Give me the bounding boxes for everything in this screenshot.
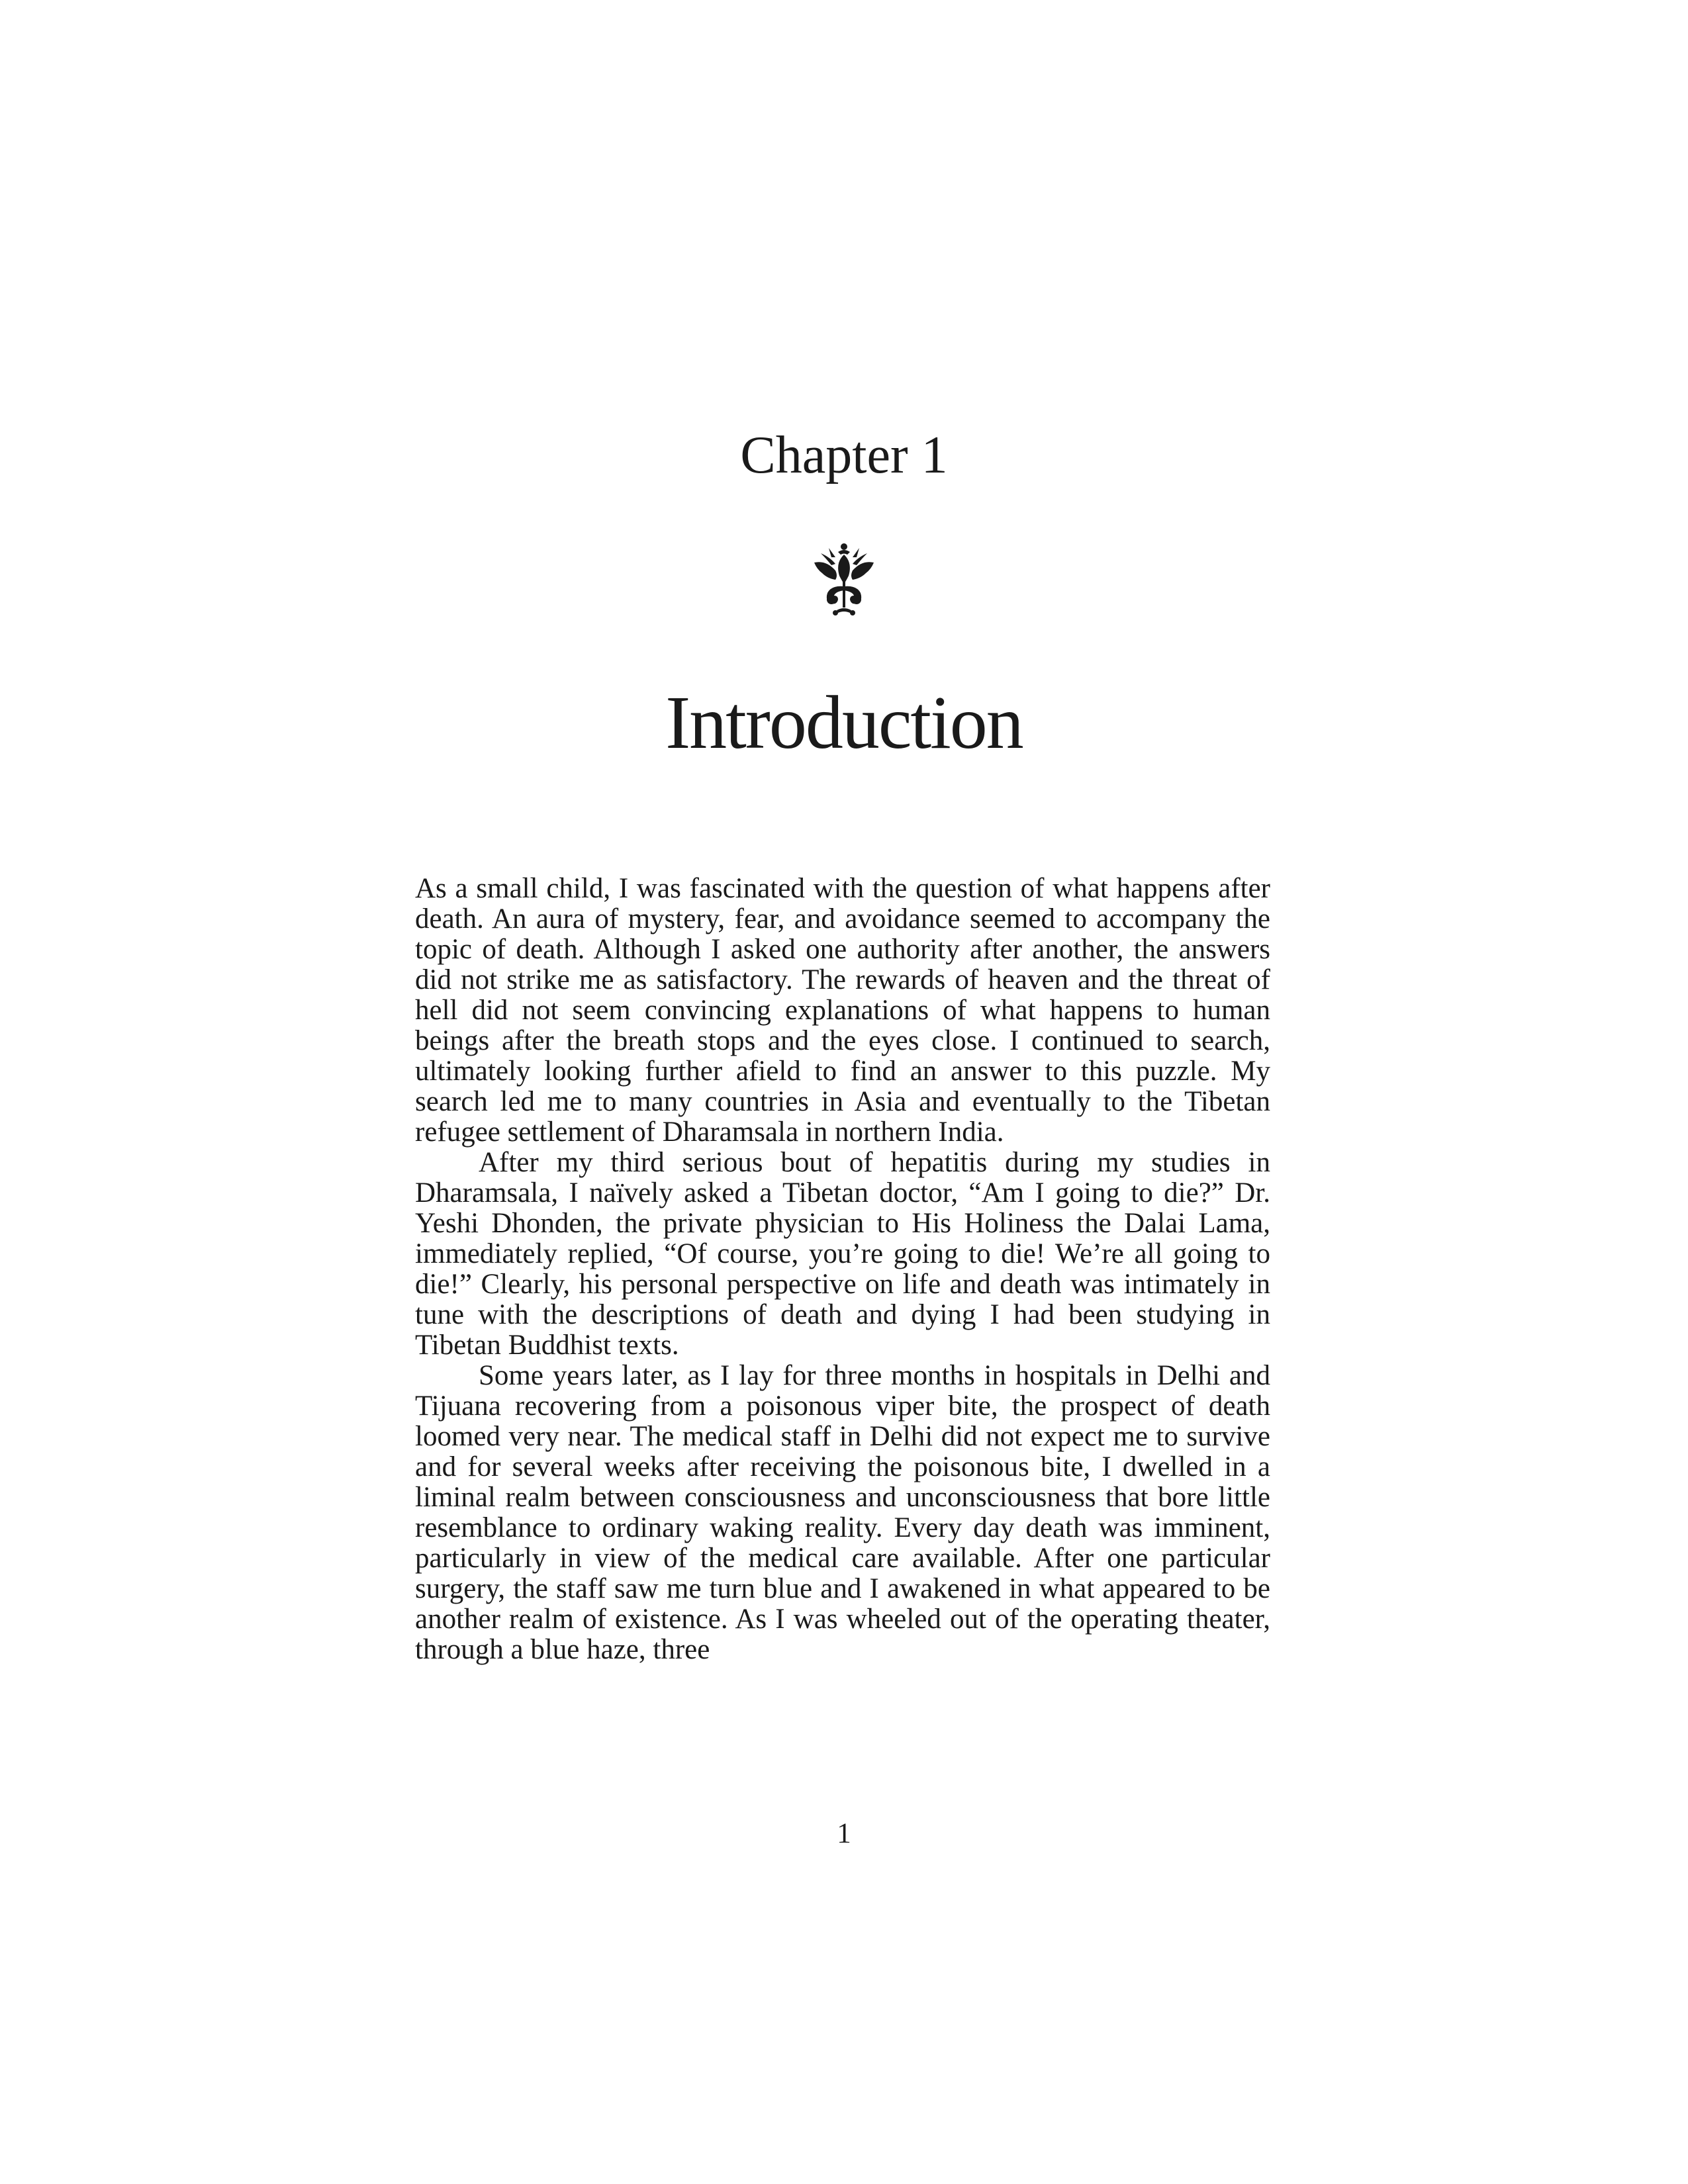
floral-ornament-icon [809, 543, 879, 617]
page-number: 1 [837, 1818, 851, 1849]
paragraph: As a small child, I was fascinated with the question of what happens after death. An aura of mystery, fear, and avoidance seemed to accompany the topic of death. Although I asked one authority after another, the answers did not strike me as satisfactory. The rewards of heaven and the threat of hell did not seem convincing explanations of what happens to human beings after the breath stops and the eyes close. I continued to search, ultimately looking further afield to find an answer to this puzzle. My search led me to many countries in Asia and eventually to the Tibetan refugee settlement of Dharamsala in northern India. [415, 873, 1270, 1148]
chapter-label: Chapter 1 [740, 426, 948, 484]
body-text [415, 874, 1270, 1665]
paragraph: Some years later, as I lay for three months in hospitals in Delhi and Tijuana recovering from a poisonous viper bite, the prospect of death loomed very near. The medical staff in Delhi did not expect me to survive and for several weeks after receiving the poisonous bite, I dwelled in a liminal realm between consciousness and unconsciousness that bore little resemblance to ordinary waking reality. Every day death was imminent, particularly in view of the medical care available. After one particular surgery, the staff saw me turn blue and I awakened in what appeared to be another realm of existence. As I was wheeled out of the operating theater, through a blue haze, three [415, 1360, 1270, 1665]
chapter-title: Introduction [665, 680, 1023, 764]
paragraph: After my third serious bout of hepatitis during my studies in Dharamsala, I naïvely asked a Tibetan doctor, “Am I going to die?” Dr. Yeshi Dhonden, the private physician to His Holiness the Dalai Lama, immediately replied, “Of course, you’re going to die! We’re all going to die!” Clearly, his personal perspective on life and death was intimately in tune with the descriptions of death and dying I had been studying in Tibetan Buddhist texts. [415, 1147, 1270, 1361]
